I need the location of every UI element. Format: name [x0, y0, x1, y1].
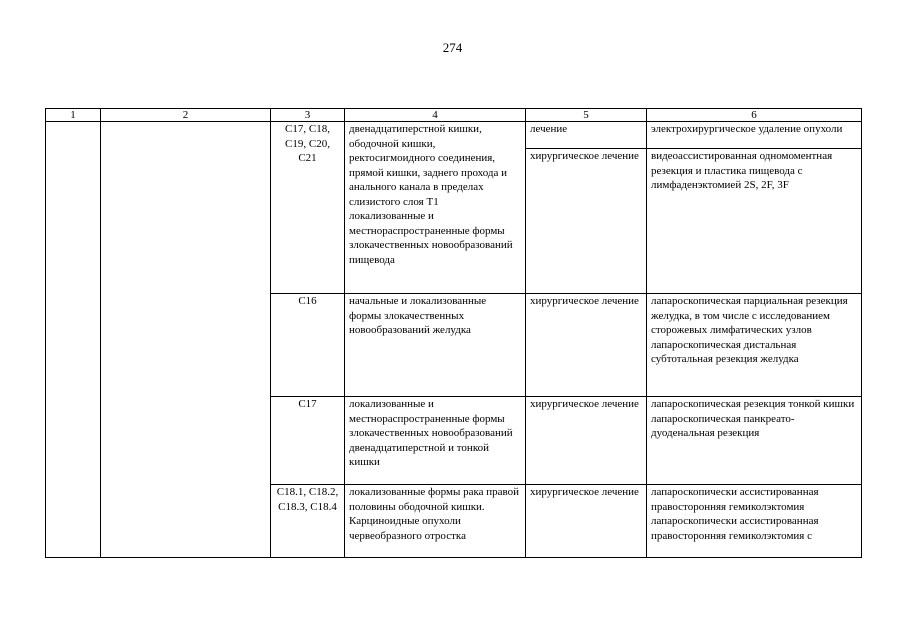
header-col-6: 6: [647, 109, 862, 122]
method-cell: [647, 122, 862, 149]
page-number: 274: [442, 40, 463, 55]
col2-cell: [101, 122, 271, 558]
method-text: лапароскопически ассистированная правосторонняя гемиколэктомия: [651, 486, 819, 513]
diagnosis-text: локализованные и местнораспространенные формы злокачественных новообразований пищевода: [349, 210, 513, 266]
diagnosis-cell: [345, 485, 526, 558]
header-col-2: 2: [101, 109, 271, 122]
col1-cell: [46, 122, 101, 558]
code-cell: C17: [271, 397, 345, 485]
method-text: видеоассистированная одномоментная резекция и пластика пищевода с лимфаденэктомией 2S, 2F, 3F: [651, 150, 833, 191]
diagnosis-cell: [345, 122, 526, 294]
header-col-3: 3: [271, 109, 345, 122]
method-text: лапароскопическая дистальная субтотальная резекция желудка: [651, 338, 799, 365]
code-cell: C18.1, C18.2, C18.3, C18.4: [271, 485, 345, 558]
header-col-1: 1: [46, 109, 101, 122]
method-text: лапароскопическая панкреато-дуоденальная резекция: [651, 412, 795, 439]
medical-procedures-table: [45, 108, 862, 558]
diagnosis-cell: [345, 397, 526, 485]
method-cell: [647, 485, 862, 558]
diagnosis-cell: [345, 294, 526, 397]
diagnosis-text: начальные и локализованные формы злокачественных новообразований желудка: [349, 295, 487, 336]
method-text: электрохирургическое удаление опухоли: [651, 123, 843, 135]
header-row: [46, 109, 862, 122]
table-row: [46, 122, 862, 149]
method-text: лапароскопическая парциальная резекция желудка, в том числе с исследованием сторожевых лимфатических узлов: [651, 295, 848, 336]
treatment-cell: хирургическое лечение: [526, 149, 647, 294]
code-cell: C16: [271, 294, 345, 397]
header-col-5: 5: [526, 109, 647, 122]
code-cell: C17, C18, C19, C20, C21: [271, 122, 345, 294]
diagnosis-text: двенадцатиперстной кишки, ободочной кишки, ректосигмоидного соединения, прямой кишки, заднего прохода и анального канала в пределах слизистого слоя T1: [349, 123, 508, 208]
diagnosis-text: локализованные формы рака правой половины ободочной кишки. Карциноидные опухоли червеобразного отростка: [349, 486, 520, 542]
treatment-cell: лечение: [526, 122, 647, 149]
method-cell: [647, 397, 862, 485]
method-text: лапароскопическая резекция тонкой кишки: [651, 398, 855, 410]
treatment-cell: хирургическое лечение: [526, 485, 647, 558]
method-text: лапароскопически ассистированная правосторонняя гемиколэктомия с: [651, 515, 819, 542]
treatment-cell: хирургическое лечение: [526, 397, 647, 485]
header-col-4: 4: [345, 109, 526, 122]
method-cell: [647, 294, 862, 397]
treatment-cell: хирургическое лечение: [526, 294, 647, 397]
method-cell: [647, 149, 862, 294]
diagnosis-text: локализованные и местнораспространенные формы злокачественных новообразований двенадцатиперстной и тонкой кишки: [349, 398, 513, 468]
